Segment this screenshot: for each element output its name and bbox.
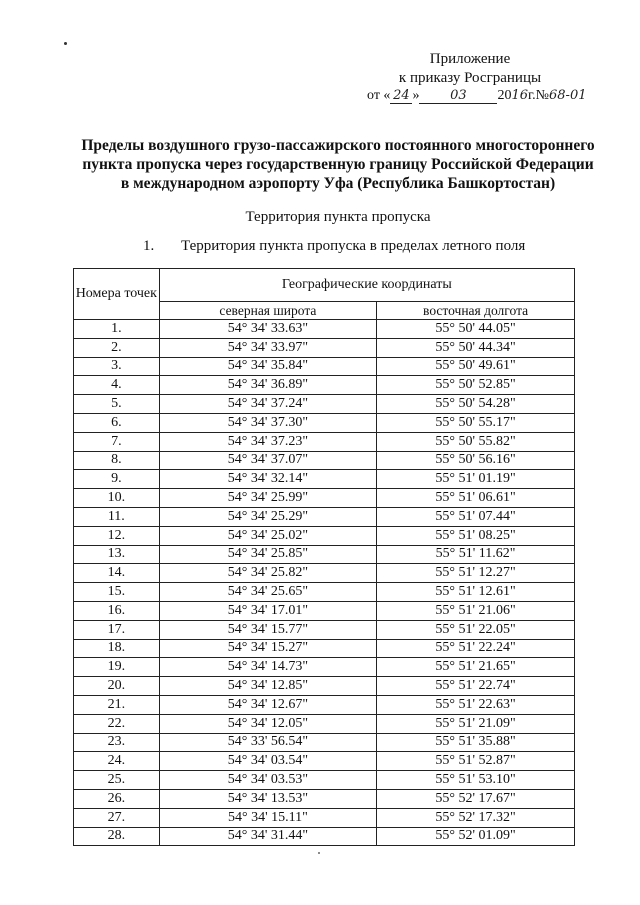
order-month-handwritten: 03 (419, 88, 497, 104)
document-title: Пределы воздушного грузо-пассажирского постоянного многостороннего пункта пропуска через государственную границу Российской Федерации в международном аэропорту Уфа (Республика Башкортостан) (81, 137, 595, 192)
order-prefix: от « (367, 88, 391, 103)
latitude-cell: 54° 34' 31.44" (159, 827, 377, 846)
longitude-cell: 55° 51' 12.61" (377, 583, 575, 602)
table-row (74, 620, 575, 639)
table-row (74, 413, 575, 432)
latitude-cell: 54° 34' 03.53" (159, 771, 377, 790)
table-row (74, 526, 575, 545)
point-number-cell: 15. (74, 583, 160, 602)
table-row (74, 601, 575, 620)
table-row (74, 357, 575, 376)
point-number-cell: 5. (74, 395, 160, 414)
longitude-cell: 55° 51' 22.24" (377, 639, 575, 658)
point-number-cell: 1. (74, 320, 160, 339)
latitude-cell: 54° 34' 15.27" (159, 639, 377, 658)
section-heading (143, 238, 525, 255)
longitude-cell: 55° 51' 06.61" (377, 489, 575, 508)
point-number-cell: 19. (74, 658, 160, 677)
point-number-cell: 28. (74, 827, 160, 846)
latitude-cell: 54° 34' 37.30" (159, 413, 377, 432)
latitude-cell: 54° 34' 25.99" (159, 489, 377, 508)
latitude-cell: 54° 34' 33.97" (159, 338, 377, 357)
longitude-cell: 55° 51' 52.87" (377, 752, 575, 771)
table-row (74, 583, 575, 602)
longitude-cell: 55° 51' 11.62" (377, 545, 575, 564)
section-number: 1. (143, 238, 155, 254)
longitude-cell: 55° 50' 55.82" (377, 432, 575, 451)
latitude-cell: 54° 34' 25.02" (159, 526, 377, 545)
longitude-cell: 55° 50' 44.05" (377, 320, 575, 339)
point-number-cell: 13. (74, 545, 160, 564)
longitude-cell: 55° 50' 49.61" (377, 357, 575, 376)
table-row (74, 376, 575, 395)
section-title: Территория пункта пропуска в пределах летного поля (181, 238, 526, 254)
point-number-cell: 27. (74, 808, 160, 827)
table-row (74, 695, 575, 714)
latitude-cell: 54° 34' 03.54" (159, 752, 377, 771)
point-number-cell: 14. (74, 564, 160, 583)
appendix-order-ref: к приказу Росграницы (398, 70, 542, 86)
longitude-cell: 55° 51' 22.05" (377, 620, 575, 639)
point-number-cell: 23. (74, 733, 160, 752)
latitude-cell: 54° 34' 25.65" (159, 583, 377, 602)
latitude-cell: 54° 34' 12.85" (159, 677, 377, 696)
longitude-cell: 55° 51' 21.65" (377, 658, 575, 677)
point-number-cell: 11. (74, 507, 160, 526)
col-header-latitude: северная широта (159, 301, 377, 319)
table-row (74, 395, 575, 414)
order-number-label: г.№ (527, 88, 550, 103)
table-row (74, 338, 575, 357)
order-day-handwritten: 24 (390, 88, 412, 104)
latitude-cell: 54° 34' 33.63" (159, 320, 377, 339)
table-row (74, 733, 575, 752)
order-date-number-line (367, 88, 587, 104)
point-number-cell: 6. (74, 413, 160, 432)
point-number-cell: 3. (74, 357, 160, 376)
latitude-cell: 54° 34' 37.24" (159, 395, 377, 414)
point-number-cell: 12. (74, 526, 160, 545)
longitude-cell: 55° 51' 21.09" (377, 714, 575, 733)
latitude-cell: 54° 34' 14.73" (159, 658, 377, 677)
order-year-prefix: 20 (497, 88, 512, 103)
table-row (74, 752, 575, 771)
longitude-cell: 55° 51' 21.06" (377, 601, 575, 620)
longitude-cell: 55° 50' 56.16" (377, 451, 575, 470)
point-number-cell: 10. (74, 489, 160, 508)
longitude-cell: 55° 51' 12.27" (377, 564, 575, 583)
latitude-cell: 54° 34' 37.23" (159, 432, 377, 451)
longitude-cell: 55° 51' 22.74" (377, 677, 575, 696)
latitude-cell: 54° 34' 12.05" (159, 714, 377, 733)
longitude-cell: 55° 51' 22.63" (377, 695, 575, 714)
table-row (74, 808, 575, 827)
table-row (74, 432, 575, 451)
longitude-cell: 55° 51' 07.44" (377, 507, 575, 526)
latitude-cell: 54° 34' 25.82" (159, 564, 377, 583)
longitude-cell: 55° 50' 44.34" (377, 338, 575, 357)
table-row (74, 507, 575, 526)
point-number-cell: 20. (74, 677, 160, 696)
point-number-cell: 17. (74, 620, 160, 639)
longitude-cell: 55° 50' 55.17" (377, 413, 575, 432)
latitude-cell: 54° 34' 13.53" (159, 789, 377, 808)
latitude-cell: 54° 34' 35.84" (159, 357, 377, 376)
latitude-cell: 54° 33' 56.54" (159, 733, 377, 752)
order-number-handwritten: 68-01 (549, 88, 587, 103)
col-header-point-number: Номера точек (74, 269, 160, 320)
latitude-cell: 54° 34' 32.14" (159, 470, 377, 489)
table-row (74, 489, 575, 508)
point-number-cell: 22. (74, 714, 160, 733)
latitude-cell: 54° 34' 15.77" (159, 620, 377, 639)
longitude-cell: 55° 52' 17.32" (377, 808, 575, 827)
table-row (74, 827, 575, 846)
latitude-cell: 54° 34' 25.85" (159, 545, 377, 564)
longitude-cell: 55° 50' 52.85" (377, 376, 575, 395)
point-number-cell: 26. (74, 789, 160, 808)
table-row (74, 451, 575, 470)
longitude-cell: 55° 51' 08.25" (377, 526, 575, 545)
table-row (74, 320, 575, 339)
order-quote-close: » (412, 88, 420, 103)
point-number-cell: 25. (74, 771, 160, 790)
longitude-cell: 55° 52' 01.09" (377, 827, 575, 846)
table-row (74, 564, 575, 583)
latitude-cell: 54° 34' 12.67" (159, 695, 377, 714)
appendix-label: Приложение (429, 51, 511, 67)
latitude-cell: 54° 34' 25.29" (159, 507, 377, 526)
col-header-geo-coords: Географические координаты (159, 269, 574, 302)
coordinates-table (73, 268, 575, 846)
table-row (74, 639, 575, 658)
table-row (74, 677, 575, 696)
order-year-handwritten: 16 (511, 88, 528, 103)
point-number-cell: 8. (74, 451, 160, 470)
table-row (74, 545, 575, 564)
point-number-cell: 18. (74, 639, 160, 658)
latitude-cell: 54° 34' 36.89" (159, 376, 377, 395)
latitude-cell: 54° 34' 37.07" (159, 451, 377, 470)
point-number-cell: 16. (74, 601, 160, 620)
table-row (74, 789, 575, 808)
coordinates-table-body (74, 320, 575, 846)
scan-speck (318, 852, 320, 854)
table-row (74, 771, 575, 790)
longitude-cell: 55° 50' 54.28" (377, 395, 575, 414)
appendix-heading (380, 50, 560, 88)
latitude-cell: 54° 34' 17.01" (159, 601, 377, 620)
point-number-cell: 7. (74, 432, 160, 451)
longitude-cell: 55° 51' 53.10" (377, 771, 575, 790)
longitude-cell: 55° 51' 01.19" (377, 470, 575, 489)
point-number-cell: 9. (74, 470, 160, 489)
scan-speck (64, 42, 67, 45)
table-row (74, 470, 575, 489)
table-row (74, 714, 575, 733)
point-number-cell: 24. (74, 752, 160, 771)
point-number-cell: 4. (74, 376, 160, 395)
latitude-cell: 54° 34' 15.11" (159, 808, 377, 827)
document-subtitle: Территория пункта пропуска (245, 209, 431, 225)
longitude-cell: 55° 52' 17.67" (377, 789, 575, 808)
table-row (74, 658, 575, 677)
point-number-cell: 21. (74, 695, 160, 714)
col-header-longitude: восточная долгота (377, 301, 575, 319)
longitude-cell: 55° 51' 35.88" (377, 733, 575, 752)
point-number-cell: 2. (74, 338, 160, 357)
